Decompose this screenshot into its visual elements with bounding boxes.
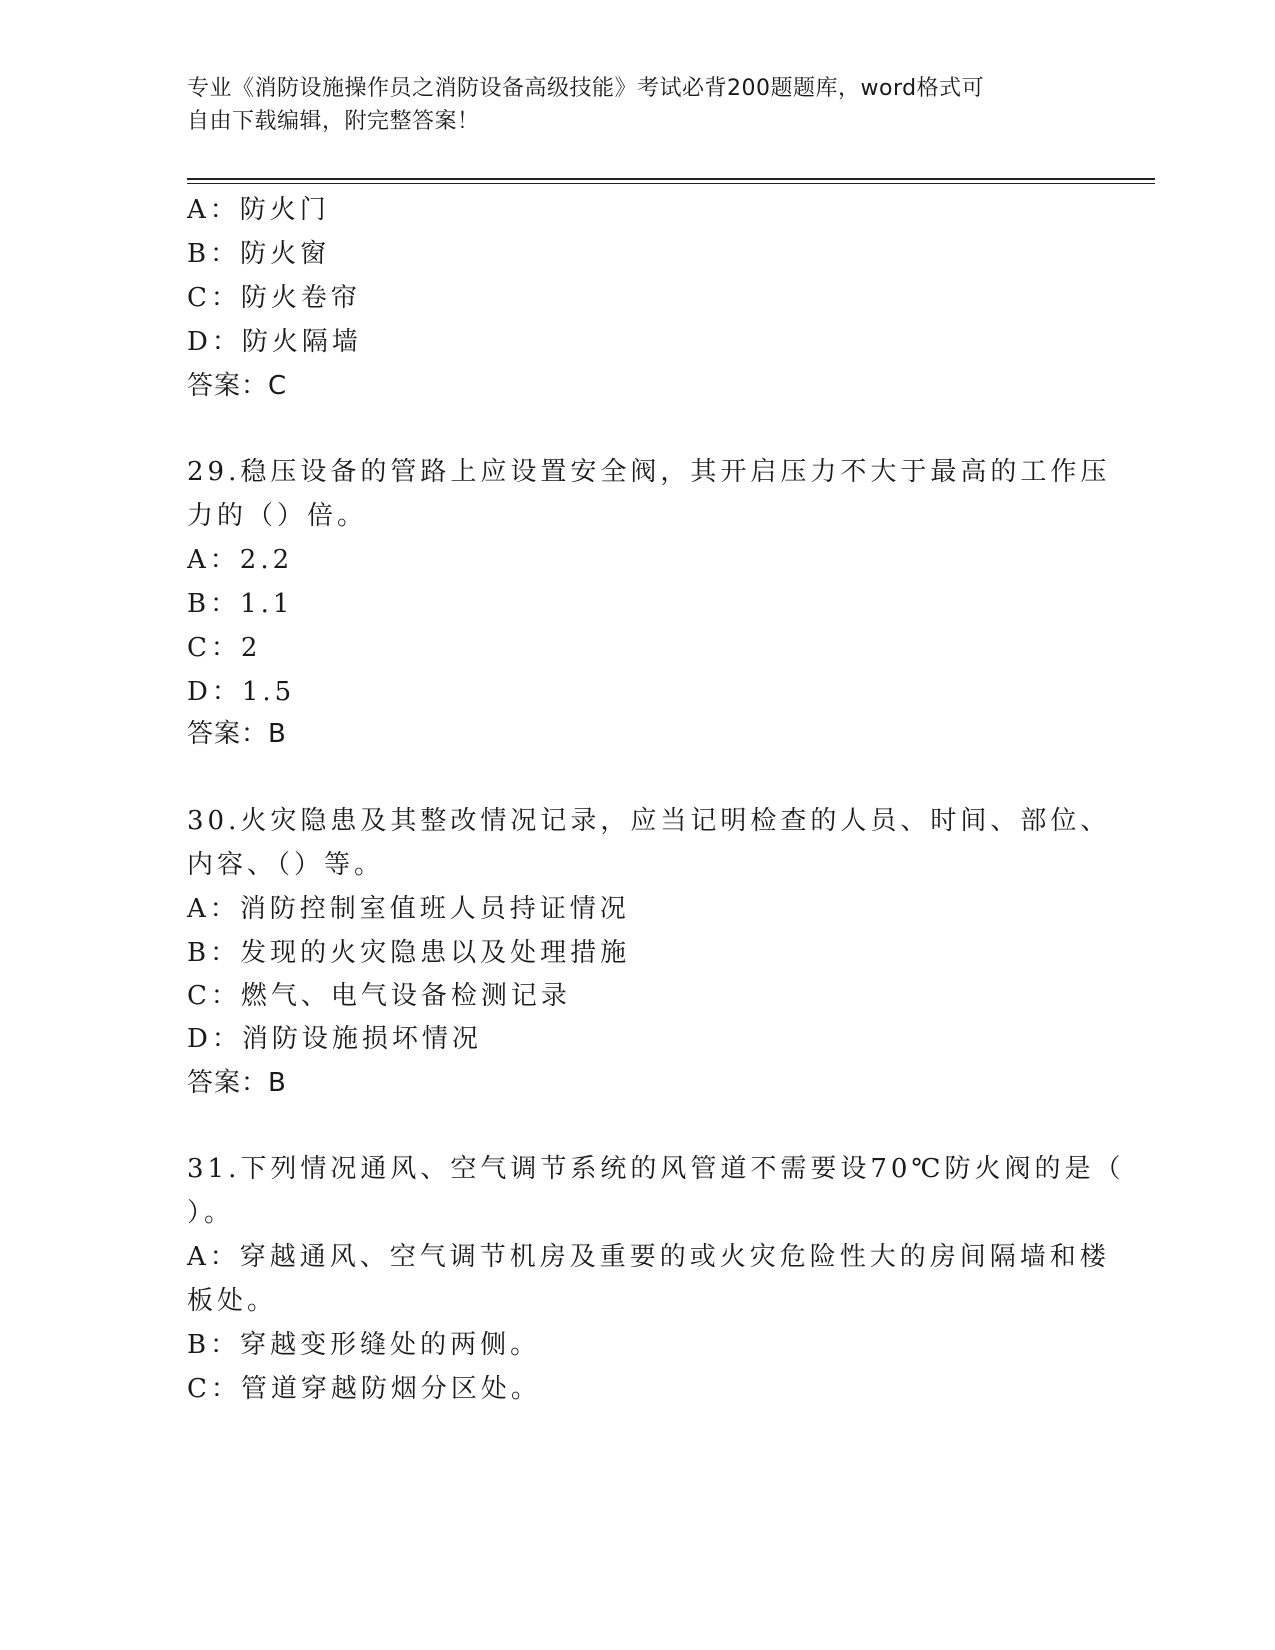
q30-option-d: D：消防设施损坏情况	[187, 1024, 482, 1054]
q28-option-c: C：防火卷帘	[187, 283, 361, 313]
document-header	[187, 72, 1077, 138]
q30-answer: 答案：B	[187, 1068, 287, 1098]
q28-option-a: A：防火门	[187, 195, 330, 225]
q31-stem-line-1: 31.下列情况通风、空气调节系统的风管道不需要设70℃防火阀的是（	[187, 1154, 1125, 1184]
header-line-1: 专业《消防设施操作员之消防设备高级技能》考试必背200题题库，word格式可	[187, 76, 985, 101]
header-rule-thin	[187, 183, 1155, 184]
header-rule-thick	[187, 178, 1155, 180]
q28-answer: 答案：C	[187, 371, 288, 401]
q29-stem-line-2: 力的（）倍。	[187, 501, 368, 531]
q29-stem-line-1: 29.稳压设备的管路上应设置安全阀，其开启压力不大于最高的工作压	[187, 457, 1111, 487]
q30-stem-line-2: 内容、（）等。	[187, 850, 385, 880]
q29-option-c: C：2	[187, 633, 262, 663]
q31-option-c: C：管道穿越防烟分区处。	[187, 1374, 541, 1404]
q30-option-b: B：发现的火灾隐患以及处理措施	[187, 938, 631, 968]
q30-option-c: C：燃气、电气设备检测记录	[187, 981, 571, 1011]
q31-option-b: B：穿越变形缝处的两侧。	[187, 1330, 541, 1360]
q29-option-a: A：2.2	[187, 545, 294, 575]
header-line-2: 自由下载编辑，附完整答案！	[187, 109, 480, 134]
q29-option-b: B：1.1	[187, 589, 294, 619]
q31-option-a-line-1: A：穿越通风、空气调节机房及重要的或火灾危险性大的房间隔墙和楼	[187, 1242, 1110, 1272]
q29-option-d: D：1.5	[187, 677, 296, 707]
q28-option-d: D：防火隔墙	[187, 327, 362, 357]
q30-stem-line-1: 30.火灾隐患及其整改情况记录，应当记明检查的人员、时间、部位、	[187, 806, 1111, 836]
q28-option-b: B：防火窗	[187, 239, 331, 269]
q29-answer: 答案：B	[187, 719, 287, 749]
q31-stem-line-2: ）。	[187, 1198, 235, 1228]
q30-option-a: A：消防控制室值班人员持证情况	[187, 894, 630, 924]
q31-option-a-line-2: 板处。	[187, 1286, 278, 1316]
